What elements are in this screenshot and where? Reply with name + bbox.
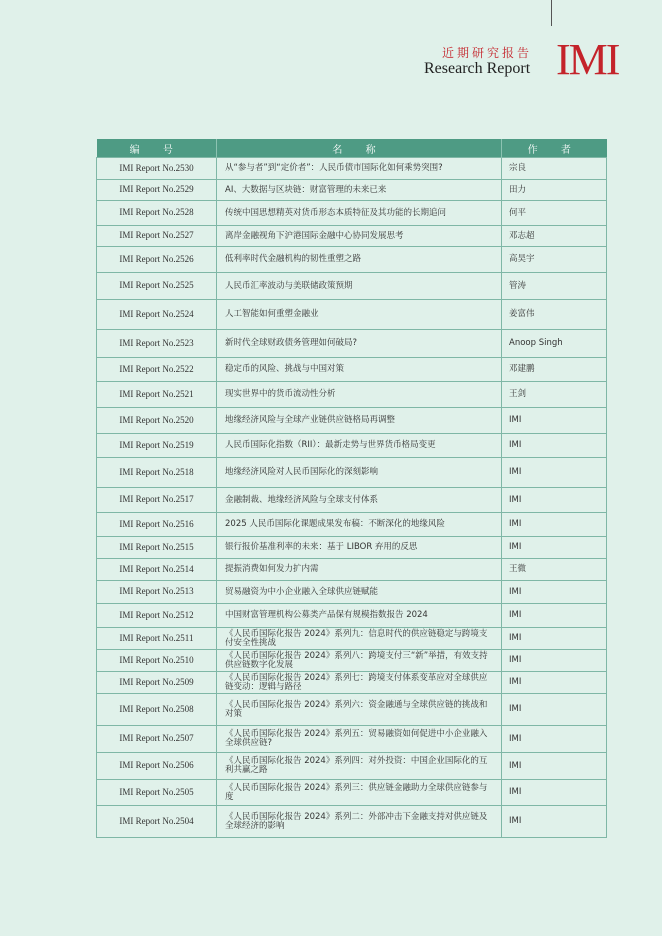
table-row [97, 650, 607, 672]
report-title: 低利率时代金融机构的韧性重塑之路 [217, 247, 502, 273]
report-author: IMI [502, 628, 607, 650]
report-title: 《人民币国际化报告 2024》系列三：供应链金融助力全球供应链参与度 [217, 780, 502, 806]
report-author: IMI [502, 537, 607, 559]
report-number: IMI Report No.2517 [97, 488, 217, 513]
report-author: 姜富伟 [502, 300, 607, 330]
table-row [97, 537, 607, 559]
column-header-title: 名 称 [217, 139, 502, 158]
report-title: 传统中国思想精英对货币形态本质特征及其功能的长期追问 [217, 201, 502, 226]
table-row [97, 806, 607, 838]
table-row [97, 672, 607, 694]
report-author: 高昊宇 [502, 247, 607, 273]
report-title: 人民币汇率波动与美联储政策预期 [217, 273, 502, 300]
imi-logo: IMI [556, 35, 619, 84]
report-title: 提振消费如何发力扩内需 [217, 559, 502, 581]
report-title: 《人民币国际化报告 2024》系列六：资金融通与全球供应链的挑战和对策 [217, 694, 502, 726]
header-divider-line [551, 0, 552, 26]
report-author: IMI [502, 434, 607, 458]
report-author: IMI [502, 604, 607, 628]
report-number: IMI Report No.2522 [97, 358, 217, 382]
table-row [97, 604, 607, 628]
table-row [97, 247, 607, 273]
column-header-author: 作 者 [502, 139, 607, 158]
report-author: 王剑 [502, 382, 607, 408]
report-number: IMI Report No.2516 [97, 513, 217, 537]
report-number: IMI Report No.2530 [97, 158, 217, 180]
report-title: 银行报价基准利率的未来：基于 LIBOR 弃用的反思 [217, 537, 502, 559]
table-row [97, 273, 607, 300]
table-row [97, 358, 607, 382]
report-number: IMI Report No.2507 [97, 726, 217, 753]
report-title: 人民币国际化指数（RII）：最新走势与世界货币格局变更 [217, 434, 502, 458]
report-number: IMI Report No.2518 [97, 458, 217, 488]
report-number: IMI Report No.2528 [97, 201, 217, 226]
report-title: 地缘经济风险与全球产业链供应链格局再调整 [217, 408, 502, 434]
report-number: IMI Report No.2519 [97, 434, 217, 458]
report-title: 稳定币的风险、挑战与中国对策 [217, 358, 502, 382]
report-title: 金融制裁、地缘经济风险与全球支付体系 [217, 488, 502, 513]
report-number: IMI Report No.2525 [97, 273, 217, 300]
table-header-row [97, 139, 607, 158]
report-title: 《人民币国际化报告 2024》系列七：跨境支付体系变革应对全球供应链变动：逻辑与路径 [217, 672, 502, 694]
report-author: Anoop Singh [502, 330, 607, 358]
report-number: IMI Report No.2513 [97, 581, 217, 604]
report-author: 王微 [502, 559, 607, 581]
report-author: IMI [502, 488, 607, 513]
table-row [97, 158, 607, 180]
report-number: IMI Report No.2520 [97, 408, 217, 434]
report-number: IMI Report No.2510 [97, 650, 217, 672]
report-author: 田力 [502, 180, 607, 201]
report-author: IMI [502, 650, 607, 672]
report-number: IMI Report No.2521 [97, 382, 217, 408]
report-title: 从“参与者”到“定价者”：人民币债市国际化如何乘势突围? [217, 158, 502, 180]
report-author: IMI [502, 513, 607, 537]
table-row [97, 300, 607, 330]
table-row [97, 330, 607, 358]
column-header-number: 编 号 [97, 139, 217, 158]
table-row [97, 513, 607, 537]
report-title: 《人民币国际化报告 2024》系列九：信息时代的供应链稳定与跨境支付安全性挑战 [217, 628, 502, 650]
report-number: IMI Report No.2514 [97, 559, 217, 581]
report-author: IMI [502, 672, 607, 694]
report-title: 《人民币国际化报告 2024》系列二：外部冲击下金融支持对供应链及全球经济的影响 [217, 806, 502, 838]
report-title: 离岸金融视角下沪港国际金融中心协同发展思考 [217, 226, 502, 247]
report-author: IMI [502, 408, 607, 434]
report-number: IMI Report No.2527 [97, 226, 217, 247]
table-row [97, 226, 607, 247]
table-row [97, 201, 607, 226]
table-row [97, 780, 607, 806]
report-author: IMI [502, 806, 607, 838]
report-title: 《人民币国际化报告 2024》系列八：跨境支付三“新”举措，有效支持供应链数字化发展 [217, 650, 502, 672]
table-row [97, 458, 607, 488]
report-author: 管涛 [502, 273, 607, 300]
report-number: IMI Report No.2512 [97, 604, 217, 628]
report-number: IMI Report No.2524 [97, 300, 217, 330]
report-author: 何平 [502, 201, 607, 226]
report-author: IMI [502, 726, 607, 753]
report-author: IMI [502, 458, 607, 488]
report-author: 邓志超 [502, 226, 607, 247]
report-number: IMI Report No.2526 [97, 247, 217, 273]
report-title: 人工智能如何重塑金融业 [217, 300, 502, 330]
report-number: IMI Report No.2505 [97, 780, 217, 806]
header-title-en: Research Report [424, 60, 531, 77]
header-title-cn: 近期研究报告 [442, 46, 533, 60]
report-author: IMI [502, 780, 607, 806]
table-row [97, 180, 607, 201]
report-number: IMI Report No.2529 [97, 180, 217, 201]
report-number: IMI Report No.2511 [97, 628, 217, 650]
report-author: IMI [502, 581, 607, 604]
table-row [97, 488, 607, 513]
table-row [97, 753, 607, 780]
report-title: 贸易融资为中小企业融入全球供应链赋能 [217, 581, 502, 604]
report-title: AI、大数据与区块链：财富管理的未来已来 [217, 180, 502, 201]
report-title: 新时代全球财政债务管理如何破局? [217, 330, 502, 358]
table-row [97, 581, 607, 604]
table-row [97, 628, 607, 650]
report-title: 《人民币国际化报告 2024》系列四：对外投资：中国企业国际化的互利共赢之路 [217, 753, 502, 780]
table-row [97, 408, 607, 434]
table-body [97, 158, 607, 838]
report-number: IMI Report No.2508 [97, 694, 217, 726]
report-number: IMI Report No.2523 [97, 330, 217, 358]
report-number: IMI Report No.2504 [97, 806, 217, 838]
report-author: IMI [502, 753, 607, 780]
report-author: 宗良 [502, 158, 607, 180]
table-row [97, 694, 607, 726]
table-row [97, 559, 607, 581]
report-table [96, 139, 607, 838]
table-row [97, 434, 607, 458]
report-title: 现实世界中的货币流动性分析 [217, 382, 502, 408]
table-row [97, 726, 607, 753]
report-title: 2025 人民币国际化课题成果发布稿：不断深化的地缘风险 [217, 513, 502, 537]
report-title: 中国财富管理机构公募类产品保有规模指数报告 2024 [217, 604, 502, 628]
report-author: 邓建鹏 [502, 358, 607, 382]
report-title: 《人民币国际化报告 2024》系列五：贸易融资如何促进中小企业融入全球供应链? [217, 726, 502, 753]
table-row [97, 382, 607, 408]
report-number: IMI Report No.2509 [97, 672, 217, 694]
report-author: IMI [502, 694, 607, 726]
report-title: 地缘经济风险对人民币国际化的深刻影响 [217, 458, 502, 488]
report-number: IMI Report No.2506 [97, 753, 217, 780]
report-number: IMI Report No.2515 [97, 537, 217, 559]
